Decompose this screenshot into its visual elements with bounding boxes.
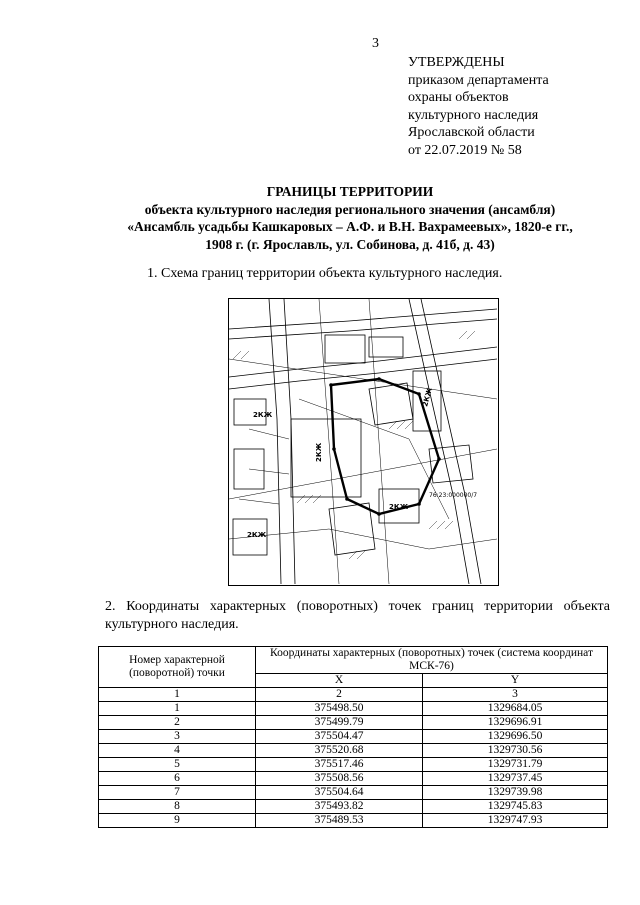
col-header-y: Y [423,674,608,688]
approval-line: охраны объектов [408,90,509,106]
page-number: 3 [372,36,379,51]
title-line: «Ансамбль усадьбы Кашкаровых – А.Ф. и В.Н. Вахрамеевых», 1820-е гг., [127,219,573,235]
document-title [90,183,610,253]
parcel-number: 76:23:000000/7 [429,492,478,499]
map-label: 2КЖ [253,411,273,419]
col-header-point-number: Номер характерной (поворотной) точки [99,647,256,688]
boundary-map [228,298,499,586]
approval-stamp [408,54,549,160]
table-row: 5 375517.46 1329731.79 [99,758,608,772]
coordinates-table [98,646,608,828]
table-row: 7 375504.64 1329739.98 [99,786,608,800]
section-2-heading: 2. Координаты характерных (поворотных) точек границ территории объекта культурного наследия. [105,599,610,632]
approval-line: от 22.07.2019 № 58 [408,142,522,158]
title-line: ГРАНИЦЫ ТЕРРИТОРИИ [266,184,434,199]
col-header-coordinates: Координаты характерных (поворотных) точек (система координат МСК-76) [256,647,608,674]
approval-line: культурного наследия [408,107,539,123]
map-label: 2КЖ [389,503,409,511]
map-label: 2КЖ [247,531,267,539]
table-row: 8 375493.82 1329745.83 [99,800,608,814]
col-header-x: X [256,674,423,688]
table-row: 6 375508.56 1329737.45 [99,772,608,786]
section-1-heading: 1. Схема границ территории объекта культурного наследия. [147,266,503,281]
approval-line: УТВЕРЖДЕНЫ [408,55,505,70]
table-row: 2 375499.79 1329696.91 [99,716,608,730]
table-index-row: 1 2 3 [99,688,608,702]
table-row: 1 375498.50 1329684.05 [99,702,608,716]
boundary-map-drawing [229,299,497,584]
table-row: 3 375504.47 1329696.50 [99,730,608,744]
table-row: 9 375489.53 1329747.93 [99,814,608,828]
approval-line: приказом департамента [408,72,549,88]
approval-line: Ярославской области [408,125,535,141]
title-line: объекта культурного наследия регионального значения (ансамбля) [144,201,556,217]
map-label: 2КЖ [315,442,323,462]
table-row: 4 375520.68 1329730.56 [99,744,608,758]
map-label: 2КЖ [421,386,434,408]
title-line: 1908 г. (г. Ярославль, ул. Собинова, д. 41б, д. 43) [205,236,495,252]
